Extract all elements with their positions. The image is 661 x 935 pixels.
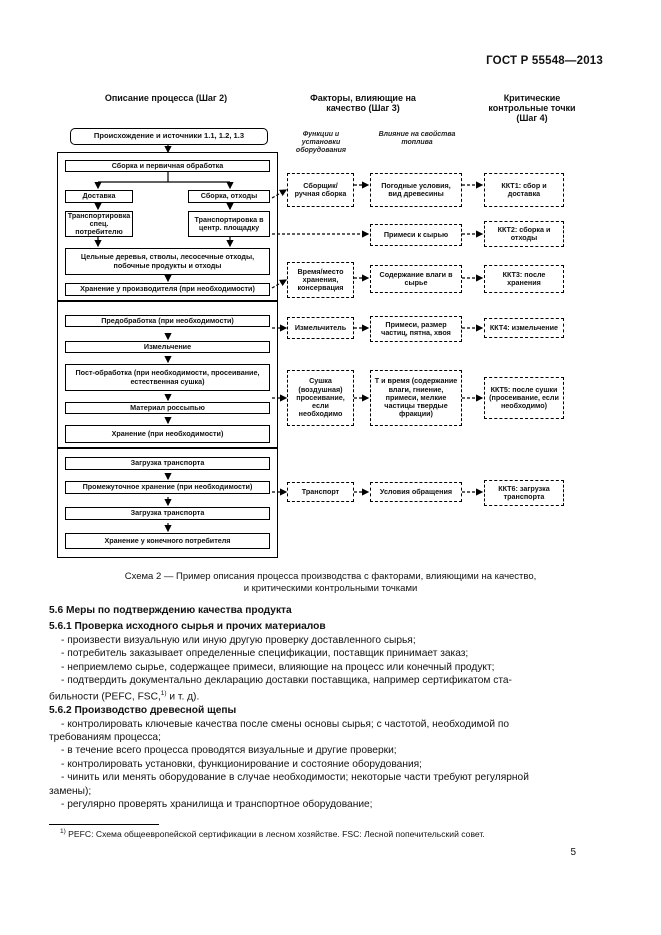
step-delivery: Доставка bbox=[65, 190, 133, 203]
step-chipping: Измельчение bbox=[65, 341, 270, 353]
figure-caption: Схема 2 — Пример описания процесса производства с факторами, влияющими на качество, и критическими контрольными точками bbox=[124, 571, 537, 594]
section-body: 5.6 Меры по подтверждению качества продукта 5.6.1 Проверка исходного сырья и прочих материалов - произвести визуальную или иную другую проверку доставленного сырья; - потребитель заказывает определенные спецификации, поставщик принимает заказ; - неприемлемо сырье, содержащее примеси, влияющие на процесс или конечный продукт; - подтвердить документально декларацию доставки поставщика, например сертификатом ста- бильности (PEFC, FSC,$^{1)}$ и т. д). 5.6.2 Производство древесной щепы - контролировать ключевые качества после смены основы сырья; с частотой, необходимой по требованиям процесса; - в течение всего процесса проводятся визуальные и другие проверки; - контролировать установки, функционирование и состояние оборудования; - чинить или менять оборудование в случае необходимости; некоторые части требуют регулярной замены); - регулярно проверять хранилища и транспортное оборудование; bbox=[49, 604, 609, 811]
function-storage-time: Время/место хранения, консервация bbox=[287, 262, 354, 298]
step-bulk-material: Материал россыпью bbox=[65, 402, 270, 414]
step-transport-consumer: Транспортировка спец. потребителю bbox=[65, 211, 133, 237]
function-transport: Транспорт bbox=[287, 482, 354, 502]
footnote-rule bbox=[49, 824, 159, 825]
page-number: 5 bbox=[570, 847, 576, 858]
footnote: $^{1)}$ PEFC: Схема общеевропейской сертификации в лесном хозяйстве. FSC: Лесной попечительский совет. bbox=[60, 828, 485, 839]
kkt6-box: ККТ6: загрузка транспорта bbox=[484, 480, 564, 506]
step-postprocessing: Пост-обработка (при необходимости, просеивание, естественная сушка) bbox=[65, 364, 270, 391]
origin-box: Происхождение и источники 1.1, 1.2, 1.3 bbox=[70, 128, 268, 145]
critical-points-column-header: Критические контрольные точки (Шаг 4) bbox=[488, 93, 576, 123]
function-harvester: Сборщик/ ручная сборка bbox=[287, 173, 354, 207]
step-preprocessing: Предобработка (при необходимости) bbox=[65, 315, 270, 327]
kkt5-box: ККТ5: после сушки (просеивание, если необходимо) bbox=[484, 377, 564, 419]
step-intermediate-storage: Промежуточное хранение (при необходимости) bbox=[65, 481, 270, 494]
step-storage-producer: Хранение у производителя (при необходимости) bbox=[65, 283, 270, 296]
heading-5-6-2: 5.6.2 Производство древесной щепы bbox=[49, 705, 237, 717]
function-drying: Сушка (воздушная) просеивание, если необходимо bbox=[287, 370, 354, 426]
step-storage-end-consumer: Хранение у конечного потребителя bbox=[65, 533, 270, 549]
influence-handling: Условия обращения bbox=[370, 482, 462, 502]
heading-5-6: 5.6 Меры по подтверждению качества продукта bbox=[49, 605, 292, 616]
influence-weather: Погодные условия, вид древесины bbox=[370, 173, 462, 207]
kkt4-box: ККТ4: измельчение bbox=[484, 318, 564, 338]
step-raw-materials: Цельные деревья, стволы, лесосечные отходы, побочные продукты и отходы bbox=[65, 248, 270, 275]
step-transport-loading-2: Загрузка транспорта bbox=[65, 507, 270, 520]
heading-5-6-1: 5.6.1 Проверка исходного сырья и прочих материалов bbox=[49, 621, 326, 633]
influence-subheader: Влияние на свойства топлива bbox=[378, 131, 456, 146]
step-storage: Хранение (при необходимости) bbox=[65, 425, 270, 443]
functions-subheader: Функции и установки оборудования bbox=[295, 131, 347, 154]
function-chipper: Измельчитель bbox=[287, 317, 354, 339]
step-harvest-primary: Сборка и первичная обработка bbox=[65, 160, 270, 172]
influence-particles: Примеси, размер частиц, пятна, хвоя bbox=[370, 316, 462, 342]
influence-moisture: Содержание влаги в сырье bbox=[370, 265, 462, 293]
step-assembly-waste: Сборка, отходы bbox=[188, 190, 270, 203]
influence-impurities: Примеси к сырью bbox=[370, 224, 462, 246]
kkt2-box: ККТ2: сборка и отходы bbox=[484, 221, 564, 247]
influence-temperature-time: T и время (содержание влаги, гниение, примеси, мелкие частицы твердые фракции) bbox=[370, 370, 462, 426]
kkt3-box: ККТ3: после хранения bbox=[484, 265, 564, 293]
process-column-header: Описание процесса (Шаг 2) bbox=[104, 93, 228, 103]
factors-column-header: Факторы, влияющие на качество (Шаг 3) bbox=[310, 93, 416, 113]
step-transport-central: Транспортировка в центр. площадку bbox=[188, 211, 270, 237]
step-transport-loading-1: Загрузка транспорта bbox=[65, 457, 270, 470]
document-id: ГОСТ Р 55548—2013 bbox=[486, 55, 603, 67]
kkt1-box: ККТ1: сбор и доставка bbox=[484, 173, 564, 207]
